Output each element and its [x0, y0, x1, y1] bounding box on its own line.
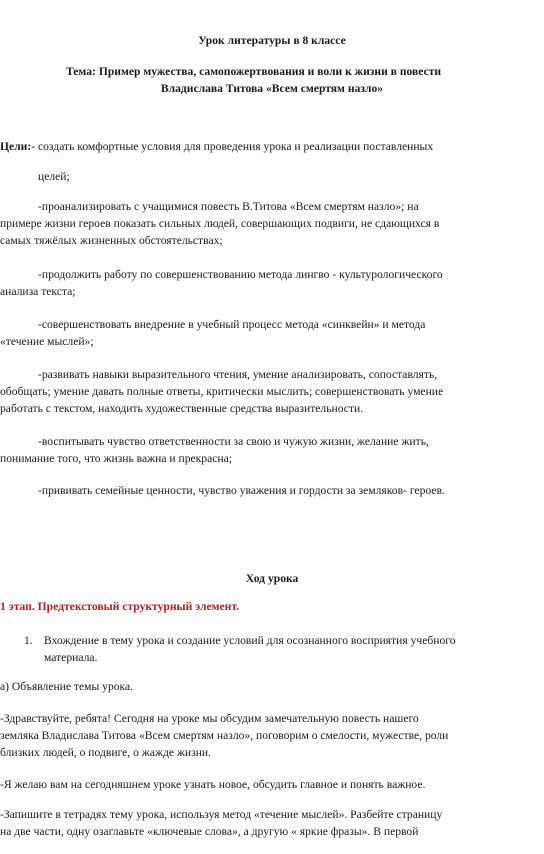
- greeting-line-1: -Здравствуйте, ребята! Сегодня на уроке мы обсудим замечательную повесть нашего: [0, 712, 419, 725]
- list-item-number: 1.: [24, 634, 33, 647]
- goals-text-1: - создать комфортные условия для проведения урока и реализации поставленных: [31, 140, 434, 153]
- topic-line-1: [66, 65, 441, 79]
- goal-4-line-2: «течение мыслей»;: [0, 335, 94, 348]
- goals-line-1: [0, 140, 433, 154]
- list-item-line-1: Вхождение в тему урока и создание условий для осознанного восприятия учебного: [44, 634, 456, 647]
- goal-3-line-1: -продолжить работу по совершенствованию метода лингво - культурологического: [38, 268, 443, 281]
- course-heading: Ход урока: [245, 572, 299, 585]
- greeting-line-2: земляка Владислава Титова «Всем смертям назло», поговорим о смелости, мужестве, роли: [0, 729, 449, 742]
- topic-text-1: Пример мужества, самопожертвования и воли к жизни в повести: [95, 65, 442, 78]
- sub-a-heading: а) Объявление темы урока.: [0, 680, 134, 693]
- lesson-title: Урок литературы в 8 классе: [198, 34, 346, 47]
- goals-label: Цели:: [0, 140, 32, 153]
- list-item-line-2: материала.: [44, 651, 98, 664]
- goal-4-line-1: -совершенствовать внедрение в учебный процесс метода «синквейн» и метода: [38, 318, 426, 331]
- greeting-line-3: близких людей, о подвиге, о жажде жизни.: [0, 746, 212, 759]
- stage-1-heading: 1 этап. Предтекстовый структурный элемент.: [0, 600, 240, 613]
- write-line-2: на две части, одну озаглавьте «ключевые слова», а другую « яркие фразы». В первой: [0, 825, 419, 838]
- goal-3-line-2: анализа текста;: [0, 285, 76, 298]
- goal-2-line-1: -проанализировать с учащимися повесть В.Титова «Всем смертям назло»; на: [38, 200, 419, 213]
- write-line-1: -Запишите в тетрадях тему урока, используя метод «течение мыслей». Разбейте страницу: [0, 808, 443, 821]
- goal-2-line-3: самых тяжёлых жизненных обстоятельствах;: [0, 234, 223, 247]
- goal-5-line-3: работать с текстом, находить художественные средства выразительности.: [0, 402, 364, 415]
- goal-5-line-2: обобщать; умение давать полные ответы, критически мыслить; совершенствовать умение: [0, 385, 444, 398]
- wish-line-1: -Я желаю вам на сегодняшнем уроке узнать новое, обсудить главное и понять важное.: [0, 778, 426, 791]
- topic-label: Тема:: [66, 65, 96, 78]
- goal-2-line-2: примере жизни героев показать сильных людей, совершающих подвиги, не сдающихся в: [0, 217, 440, 230]
- goals-line-2: целей;: [38, 170, 70, 183]
- goal-5-line-1: -развивать навыки выразительного чтения, умение анализировать, сопоставлять,: [38, 368, 438, 381]
- goal-7-line-1: -прививать семейные ценности, чувство уважения и гордости за земляков- героев.: [38, 484, 445, 497]
- topic-line-2: Владислава Титова «Всем смертям назло»: [160, 82, 384, 95]
- goal-6-line-2: понимание того, что жизнь важна и прекрасна;: [0, 452, 232, 465]
- goal-6-line-1: -воспитывать чувство ответственности за свою и чужую жизни, желание жить,: [38, 435, 429, 448]
